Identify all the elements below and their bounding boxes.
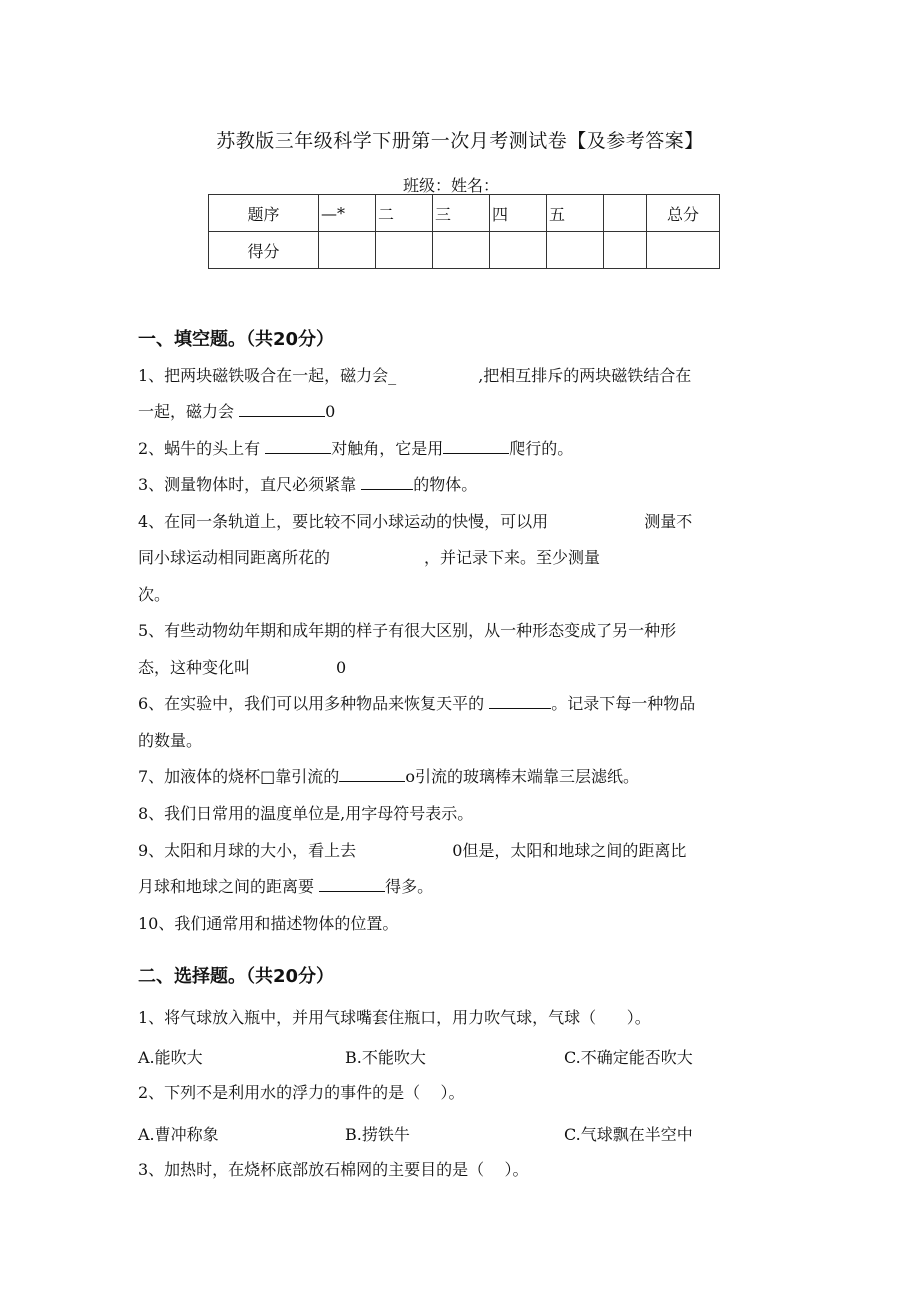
- mc-question-1: 1、将气球放入瓶中，并用气球嘴套住瓶口，用力吹气球，气球（ ）。: [138, 1008, 651, 1027]
- section-heading: 一、填空题。（共20分）: [138, 329, 335, 350]
- header-cell: [604, 195, 647, 232]
- mc-question-3: 3、加热时，在烧杯底部放石棉网的主要目的是（ ）。: [138, 1160, 529, 1179]
- row-label: 得分: [209, 232, 319, 269]
- score-cell[interactable]: [547, 232, 604, 269]
- mc-option-a[interactable]: A.能吹大: [138, 1048, 203, 1067]
- question-6-cont: 的数量。: [138, 731, 203, 750]
- header-cell: —*: [319, 195, 376, 232]
- question-4-cont2: 次。: [138, 585, 171, 604]
- header-cell: 二: [376, 195, 433, 232]
- question-9-cont: 月球和地球之间的距离要 得多。: [138, 877, 434, 896]
- question-5-cont: 态，这种变化叫 0: [138, 658, 347, 677]
- score-table-score-row: [209, 232, 720, 269]
- question-3: 3、测量物体时，直尺必须紧靠 的物体。: [138, 475, 478, 494]
- question-1: 1、把两块磁铁吸合在一起，磁力会_ ,把相互排斥的两块磁铁结合在: [138, 366, 692, 385]
- section-heading: 二、选择题。（共20分）: [138, 966, 335, 987]
- question-6: 6、在实验中，我们可以用多种物品来恢复天平的 。记录下每一种物品: [138, 694, 696, 713]
- question-10: 10、我们通常用和描述物体的位置。: [138, 914, 399, 933]
- header-cell: 三: [433, 195, 490, 232]
- score-table-header-row: [209, 195, 720, 232]
- answer-blank[interactable]: [443, 439, 509, 454]
- mc-question-2: 2、下列不是利用水的浮力的事件的是（ ）。: [138, 1083, 465, 1102]
- page-title: 苏教版三年级科学下册第一次月考测试卷【及参考答案】: [216, 130, 704, 152]
- score-cell[interactable]: [376, 232, 433, 269]
- header-cell: 题序: [209, 195, 319, 232]
- mc-option-b[interactable]: B.不能吹大: [345, 1048, 426, 1067]
- question-8: 8、我们日常用的温度单位是,用字母符号表示。: [138, 804, 474, 823]
- score-cell[interactable]: [604, 232, 647, 269]
- header-cell: 总分: [647, 195, 720, 232]
- answer-blank[interactable]: [239, 402, 325, 417]
- score-cell[interactable]: [433, 232, 490, 269]
- question-9: 9、太阳和月球的大小，看上去 0但是，太阳和地球之间的距离比: [138, 841, 687, 860]
- question-4-cont: 同小球运动相同距离所花的 ，并记录下来。至少测量: [138, 548, 601, 567]
- question-2: 2、蜗牛的头上有 对触角，它是用 爬行的。: [138, 439, 574, 458]
- class-name-label: 班级：姓名：: [403, 176, 500, 195]
- score-table: [208, 194, 720, 269]
- mc-option-b[interactable]: B.捞铁牛: [345, 1125, 410, 1144]
- score-cell[interactable]: [647, 232, 720, 269]
- header-cell: 四: [490, 195, 547, 232]
- answer-blank[interactable]: [361, 475, 413, 490]
- answer-blank[interactable]: [319, 877, 385, 892]
- question-5: 5、有些动物幼年期和成年期的样子有很大区别，从一种形态变成了另一种形: [138, 621, 677, 640]
- question-1-cont: 一起，磁力会 0: [138, 402, 336, 421]
- question-7: 7、加液体的烧杯□靠引流的 o引流的玻璃棒末端靠三层滤纸。: [138, 767, 639, 786]
- score-cell[interactable]: [490, 232, 547, 269]
- mc-option-a[interactable]: A.曹冲称象: [138, 1125, 219, 1144]
- score-cell[interactable]: [319, 232, 376, 269]
- answer-blank[interactable]: [489, 694, 551, 709]
- answer-blank[interactable]: [265, 439, 331, 454]
- mc-option-c[interactable]: C.气球飘在半空中: [564, 1125, 693, 1144]
- question-4: 4、在同一条轨道上，要比较不同小球运动的快慢，可以用 测量不: [138, 512, 693, 531]
- header-cell: 五: [547, 195, 604, 232]
- answer-blank[interactable]: [339, 767, 405, 782]
- mc-option-c[interactable]: C.不确定能否吹大: [564, 1048, 693, 1067]
